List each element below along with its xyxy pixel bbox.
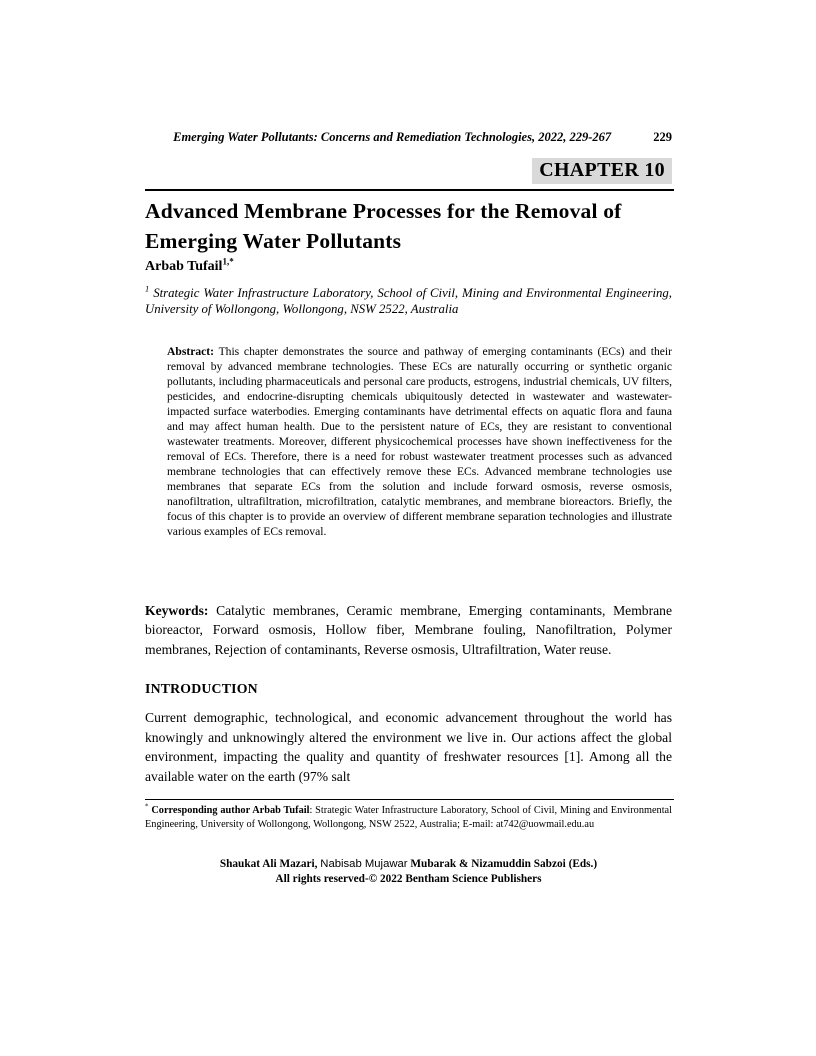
- affiliation: [145, 285, 672, 317]
- page-footer: [145, 857, 672, 886]
- footer-editors-line: [145, 857, 672, 872]
- footer-editors-part3: Mubarak & Nizamuddin Sabzoi (Eds.): [410, 858, 598, 870]
- footnote-corresponding-author: Corresponding author Arbab Tufail: [151, 805, 310, 816]
- keywords-label: Keywords:: [145, 603, 209, 618]
- chapter-title: Advanced Membrane Processes for the Removal of Emerging Water Pollutants: [145, 199, 622, 253]
- footnote-rule: [145, 799, 674, 800]
- footnote-marker: *: [145, 802, 149, 811]
- keywords-text: Catalytic membranes, Ceramic membrane, Emerging contaminants, Membrane bioreactor, Forward osmosis, Hollow fiber, Membrane fouling, Nanofiltration, Polymer membranes, Rejection of contaminants, Reverse osmosis, Ultrafiltration, Water reuse.: [145, 603, 672, 657]
- page-header: [145, 130, 672, 145]
- abstract-text: This chapter demonstrates the source and pathway of emerging contaminants (ECs) and their removal by advanced membrane technologies. These ECs are naturally occurring or synthetic organic pollutants, including pharmaceuticals and personal care products, estrogens, industrial chemicals, UV filters, pesticides, and endocrine-disrupting chemicals ubiquitously detected in wastewater and wastewater-impacted surface waterbodies. Emerging contaminants have detrimental effects on aquatic flora and fauna and may affect human health. Due to the persistent nature of ECs, they are resistant to conventional wastewater treatments. Moreover, different physicochemical processes have shown ineffectiveness for the removal of ECs. Therefore, there is a need for robust wastewater treatment processes such as advanced membrane technologies that can effectively remove these ECs. Advanced membrane technologies use membranes that separate ECs from the solution and include forward osmosis, reverse osmosis, nanofiltration, ultrafiltration, microfiltration, catalytic membranes, and membrane bioreactors. Briefly, the focus of this chapter is to provide an overview of different membrane separation technologies and illustrate various examples of ECs removal.: [167, 345, 672, 538]
- introduction-paragraph: Current demographic, technological, and economic advancement throughout the world has knowingly and unknowingly altered the environment we live in. Our actions affect the global environment, impacting the quality and quantity of freshwater resources [1]. Among all the available water on the earth (97% salt: [145, 710, 672, 784]
- author-line: [145, 256, 672, 275]
- footer-rights-line: All rights reserved-© 2022 Bentham Science Publishers: [275, 872, 542, 885]
- affiliation-marker: 1: [145, 283, 150, 294]
- page-number: 229: [653, 130, 672, 144]
- header-rule: [145, 189, 674, 191]
- keywords-block: [145, 601, 672, 659]
- footer-editors-part1: Shaukat Ali Mazari,: [219, 858, 318, 870]
- chapter-badge-row: [145, 158, 672, 184]
- chapter-label: CHAPTER 10: [532, 158, 672, 184]
- author-superscript: 1,*: [222, 256, 234, 267]
- abstract-block: [167, 344, 672, 539]
- footer-editors-part2: Nabisab Mujawar: [320, 858, 408, 870]
- section-heading-introduction: INTRODUCTION: [145, 681, 258, 696]
- author-name: Arbab Tufail: [145, 259, 223, 274]
- running-title: Emerging Water Pollutants: Concerns and Remediation Technologies, 2022, 229-267: [173, 130, 612, 144]
- footnote: [145, 804, 672, 831]
- affiliation-text: Strategic Water Infrastructure Laboratory, School of Civil, Mining and Environmental Engineering, University of Wollongong, Wollongong, NSW 2522, Australia: [145, 286, 672, 316]
- footnote-text: : Strategic Water Infrastructure Laboratory, School of Civil, Mining and Environmental Engineering, University of Wollongong, Wollongong, NSW 2522, Australia; E-mail: at742@uowmail.edu.au: [145, 805, 672, 830]
- abstract-label: Abstract:: [167, 345, 215, 358]
